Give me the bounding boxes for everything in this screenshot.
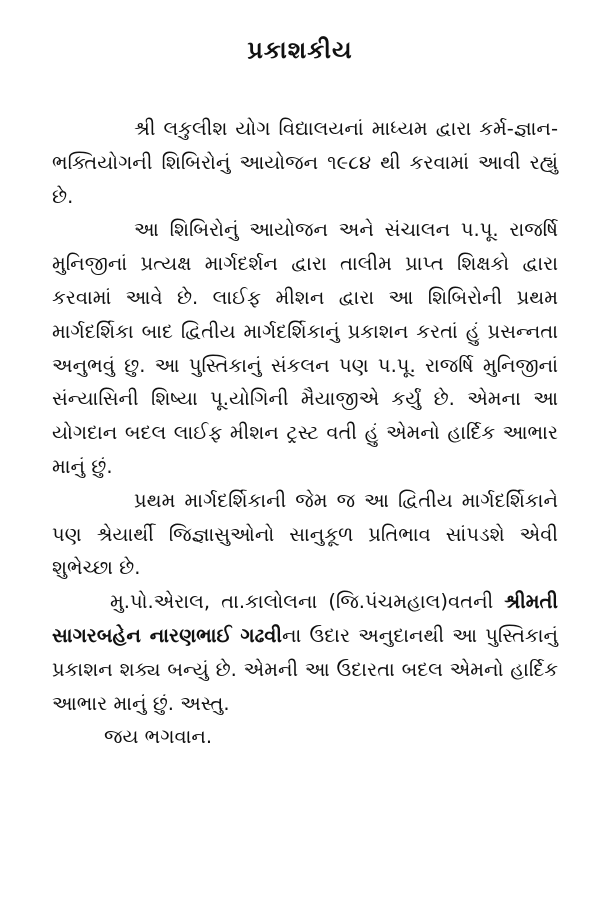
paragraph-3: પ્રથમ માર્ગદર્શિકાની જેમ જ આ દ્વિતીય માર્ગદર્શિકાને પણ શ્રેયાર્થી જિજ્ઞાસુઓનો સાનુકૂળ પ્રતિભાવ સાંપડશે એવી શુભેચ્છા છે.	[52, 488, 558, 580]
closing-line: જય ભગવાન.	[104, 725, 213, 749]
paragraph-4	[52, 585, 558, 720]
donor-name: શ્રીમતી સાગરબહેન નારણભાઈ ગઢવી	[52, 590, 558, 647]
paragraph-2: આ શિબિરોનું આયોજન અને સંચાલન પ.પૂ. રાજર્ષિ મુનિજીનાં પ્રત્યક્ષ માર્ગદર્શન દ્વારા તાલીમ પ્રાપ્ત શિક્ષકો દ્વારા કરવામાં આવે છે. લાઈફ મીશન દ્વારા આ શિબિરોની પ્રથમ માર્ગદર્શિકા બાદ દ્વિતીય માર્ગદર્શિકાનું પ્રકાશન કરતાં હું પ્રસન્નતા અનુભવું છુ. આ પુસ્તિકાનું સંકલન પણ પ.પૂ. રાજર્ષિ મુનિજીનાં સંન્યાસિની શિષ્યા પૂ.યોગિની મૈયાજીએ કર્યું છે. એમના આ યોગદાન બદલ લાઈફ મીશન ટ્રસ્ટ વતી હું એમનો હાર્દિક આભાર માનું છું.	[52, 218, 558, 478]
paragraph-1: શ્રી લકુલીશ યોગ વિદ્યાલયનાં માધ્યમ દ્વારા કર્મ-જ્ઞાન-ભક્તિયોગની શિબિરોનું આયોજન ૧૯૮૪ થી કરવામાં આવી રહ્યું છે.	[52, 117, 558, 208]
paragraph-4-start: મુ.પો.એરાલ, તા.કાલોલના (જિ.પંચમહાલ)વતની	[110, 590, 505, 614]
paragraph-4-end: ના ઉદાર અનુદાનથી આ પુસ્તિકાનું પ્રકાશન શક્ય બન્યું છે. એમની આ ઉદારતા બદલ એમનો હાર્દિક આભાર માનું છું. અસ્તુ.	[52, 623, 558, 715]
document-body	[52, 112, 558, 754]
page-title: પ્રકાશકીય	[247, 36, 353, 64]
